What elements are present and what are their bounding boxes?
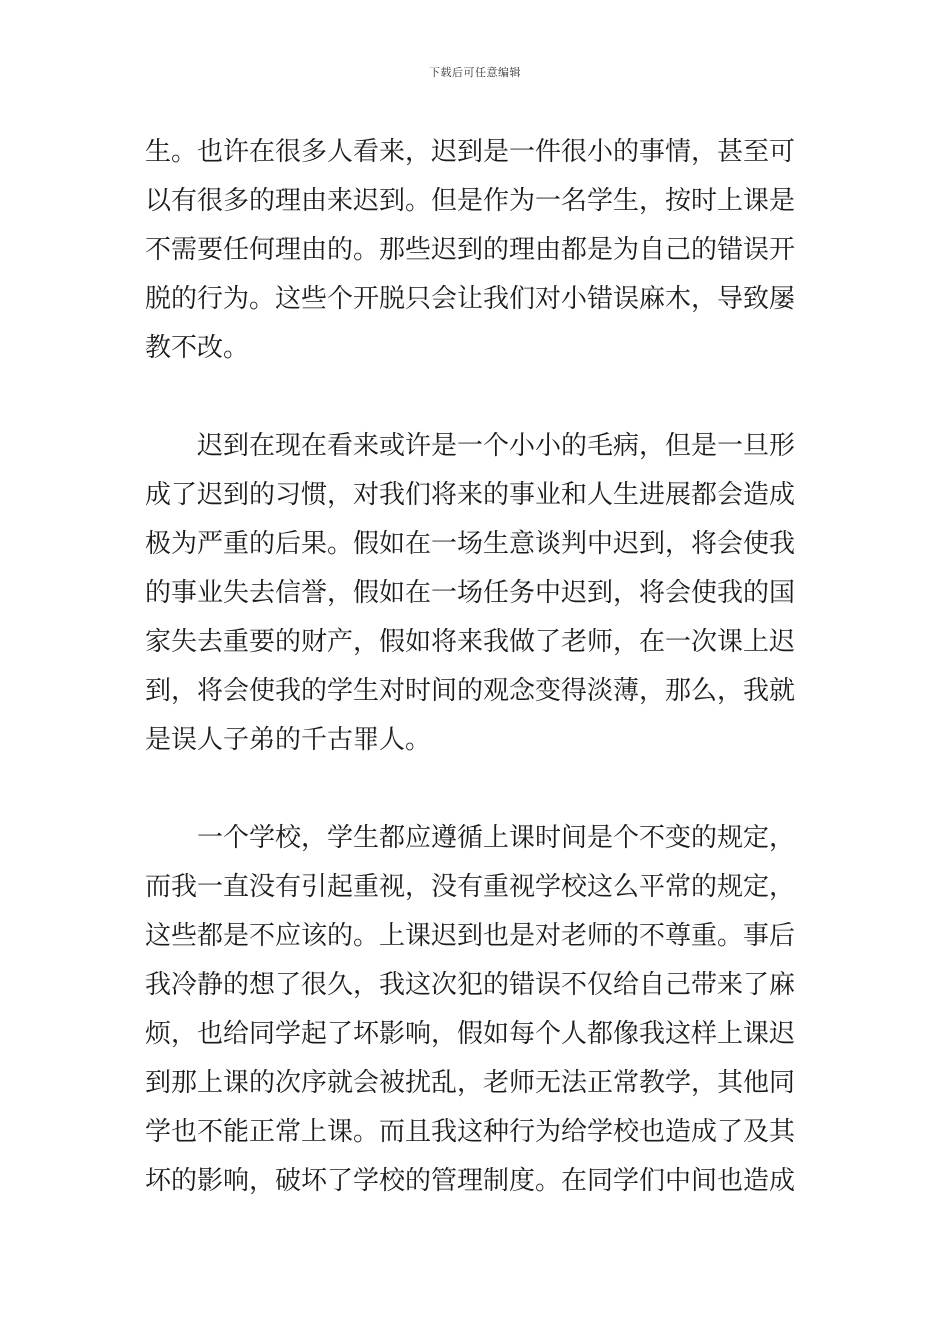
- text-line: 家失去重要的财产，假如将来我做了老师，在一次课上迟: [145, 627, 796, 657]
- page-header: 下载后可任意编辑: [429, 66, 521, 79]
- paragraph-gap: [145, 765, 807, 814]
- text-line: 这些都是不应该的。上课迟到也是对老师的不尊重。事后: [145, 921, 796, 951]
- text-line: 脱的行为。这些个开脱只会让我们对小错误麻木，导致屡: [145, 284, 796, 314]
- text-line: 不需要任何理由的。那些迟到的理由都是为自己的错误开: [145, 235, 796, 265]
- text-line: 极为严重的后果。假如在一场生意谈判中迟到，将会使我: [145, 529, 796, 559]
- text-line: 到那上课的次序就会被扰乱，老师无法正常教学，其他同: [145, 1068, 796, 1098]
- paragraph-1: [145, 128, 807, 373]
- text-line: 以有很多的理由来迟到。但是作为一名学生，按时上课是: [145, 186, 796, 216]
- text-line: 我冷静的想了很久，我这次犯的错误不仅给自己带来了麻: [145, 970, 796, 1000]
- text-line: 一个学校，学生都应遵循上课时间是个不变的规定，: [145, 823, 796, 853]
- text-line: 成了迟到的习惯，对我们将来的事业和人生进展都会造成: [145, 480, 796, 510]
- paragraph-2: [145, 422, 807, 765]
- document-body: [145, 128, 807, 1206]
- text-line: 生。也许在很多人看来，迟到是一件很小的事情，甚至可: [145, 137, 796, 167]
- paragraph-gap: [145, 373, 807, 422]
- text-line: 烦，也给同学起了坏影响，假如每个人都像我这样上课迟: [145, 1019, 796, 1049]
- text-line: 学也不能正常上课。而且我这种行为给学校也造成了及其: [145, 1117, 796, 1147]
- text-line: 教不改。: [145, 333, 250, 363]
- text-line: 坏的影响，破坏了学校的管理制度。在同学们中间也造成: [145, 1166, 796, 1196]
- text-line: 的事业失去信誉，假如在一场任务中迟到，将会使我的国: [145, 578, 796, 608]
- text-line: 迟到在现在看来或许是一个小小的毛病，但是一旦形: [145, 431, 796, 461]
- text-line: 而我一直没有引起重视，没有重视学校这么平常的规定，: [145, 872, 796, 902]
- text-line: 是误人子弟的千古罪人。: [145, 725, 432, 755]
- paragraph-3: [145, 814, 807, 1206]
- text-line: 到，将会使我的学生对时间的观念变得淡薄，那么，我就: [145, 676, 796, 706]
